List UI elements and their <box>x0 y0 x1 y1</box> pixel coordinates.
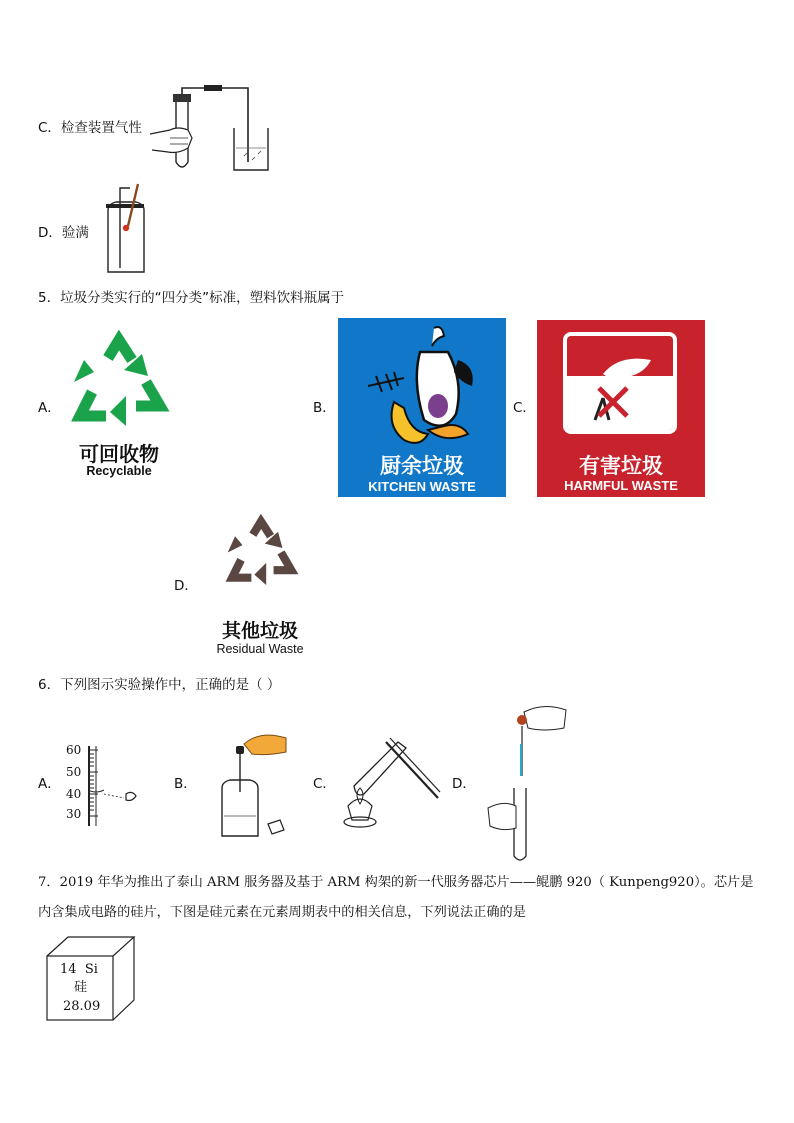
hand-icon <box>244 735 286 755</box>
hand-icon <box>488 803 516 829</box>
harmful-leaf-cross-icon <box>589 346 659 432</box>
tube-holder-icon <box>386 742 438 798</box>
airtightness-check-illustration <box>148 82 278 177</box>
q6-option-c-label: C． <box>313 776 336 792</box>
q5-stem: 5．垃圾分类实行的“四分类”标准，塑料饮料瓶属于 <box>38 290 345 306</box>
element-number-symbol <box>60 962 98 977</box>
gas-bottle-icon <box>108 202 144 272</box>
harmful-waste-sign <box>537 320 705 497</box>
element-atomic-number: 14 <box>60 962 77 977</box>
gas-bottle-full-test-illustration <box>100 182 150 276</box>
element-name: 硅 <box>74 980 88 995</box>
q5-option-b-label: B． <box>313 400 336 416</box>
dropper-bottle-illustration <box>214 732 300 842</box>
element-atomic-mass: 28.09 <box>63 999 101 1014</box>
bottle-cap-icon <box>268 820 284 834</box>
q7-stem-line2: 内含集成电路的硅片，下图是硅元素在元素周期表中的相关信息，下列说法正确的是 <box>38 905 526 920</box>
q7-stem-line1: 7．2019 年华为推出了泰山 ARM 服务器及基于 ARM 构架的新一代服务器芯片——鲲鹏 920（ Kunpeng920）。芯片是 <box>38 875 754 890</box>
hand-icon <box>524 706 566 730</box>
test-tube-icon <box>354 742 406 795</box>
eye-icon <box>126 792 136 800</box>
harmful-en-text: HARMFUL WASTE <box>564 478 678 493</box>
q5-option-d-label: D． <box>174 578 198 594</box>
q6-option-a-label: A． <box>38 776 61 792</box>
element-symbol: Si <box>84 962 98 977</box>
food-scraps-icon <box>364 322 484 448</box>
cylinder-tick-30: 30 <box>66 807 82 821</box>
kitchen-cn-text: 厨余垃圾 <box>380 454 464 478</box>
kitchen-waste-sign <box>338 318 506 497</box>
graduated-cylinder-reading-illustration <box>64 742 144 828</box>
cylinder-tick-50: 50 <box>66 765 82 779</box>
beaker-icon <box>234 128 268 170</box>
dropper-into-tube-illustration <box>484 704 574 864</box>
q4-option-d-label: D．验满 <box>38 225 89 241</box>
residual-waste-sign <box>204 514 316 662</box>
kitchen-en-text: KITCHEN WASTE <box>368 479 476 494</box>
residual-cn-text: 其他垃圾 <box>221 620 298 642</box>
harmful-cn-text: 有害垃圾 <box>579 454 663 478</box>
recyclable-cn-text: 可回收物 <box>79 442 159 466</box>
recycle-arrows-brown-icon <box>220 514 302 588</box>
heating-test-tube-illustration <box>340 734 444 834</box>
recyclable-en-text: Recyclable <box>86 464 152 478</box>
stopper-icon <box>173 94 191 102</box>
q6-stem: 6．下列图示实验操作中，正确的是（ ） <box>38 677 281 693</box>
hand-icon <box>150 128 192 153</box>
recycle-arrows-green-icon <box>64 330 174 430</box>
cylinder-tick-60: 60 <box>66 743 82 757</box>
q5-option-c-label: C． <box>513 400 536 416</box>
q4-option-c-label: C．检查装置气性 <box>38 120 142 136</box>
q6-option-b-label: B． <box>174 776 197 792</box>
cylinder-tick-40: 40 <box>66 787 82 801</box>
recyclable-sign <box>64 330 174 485</box>
q6-option-d-label: D． <box>452 776 476 792</box>
q5-option-a-label: A． <box>38 400 61 416</box>
residual-en-text: Residual Waste <box>216 642 304 656</box>
